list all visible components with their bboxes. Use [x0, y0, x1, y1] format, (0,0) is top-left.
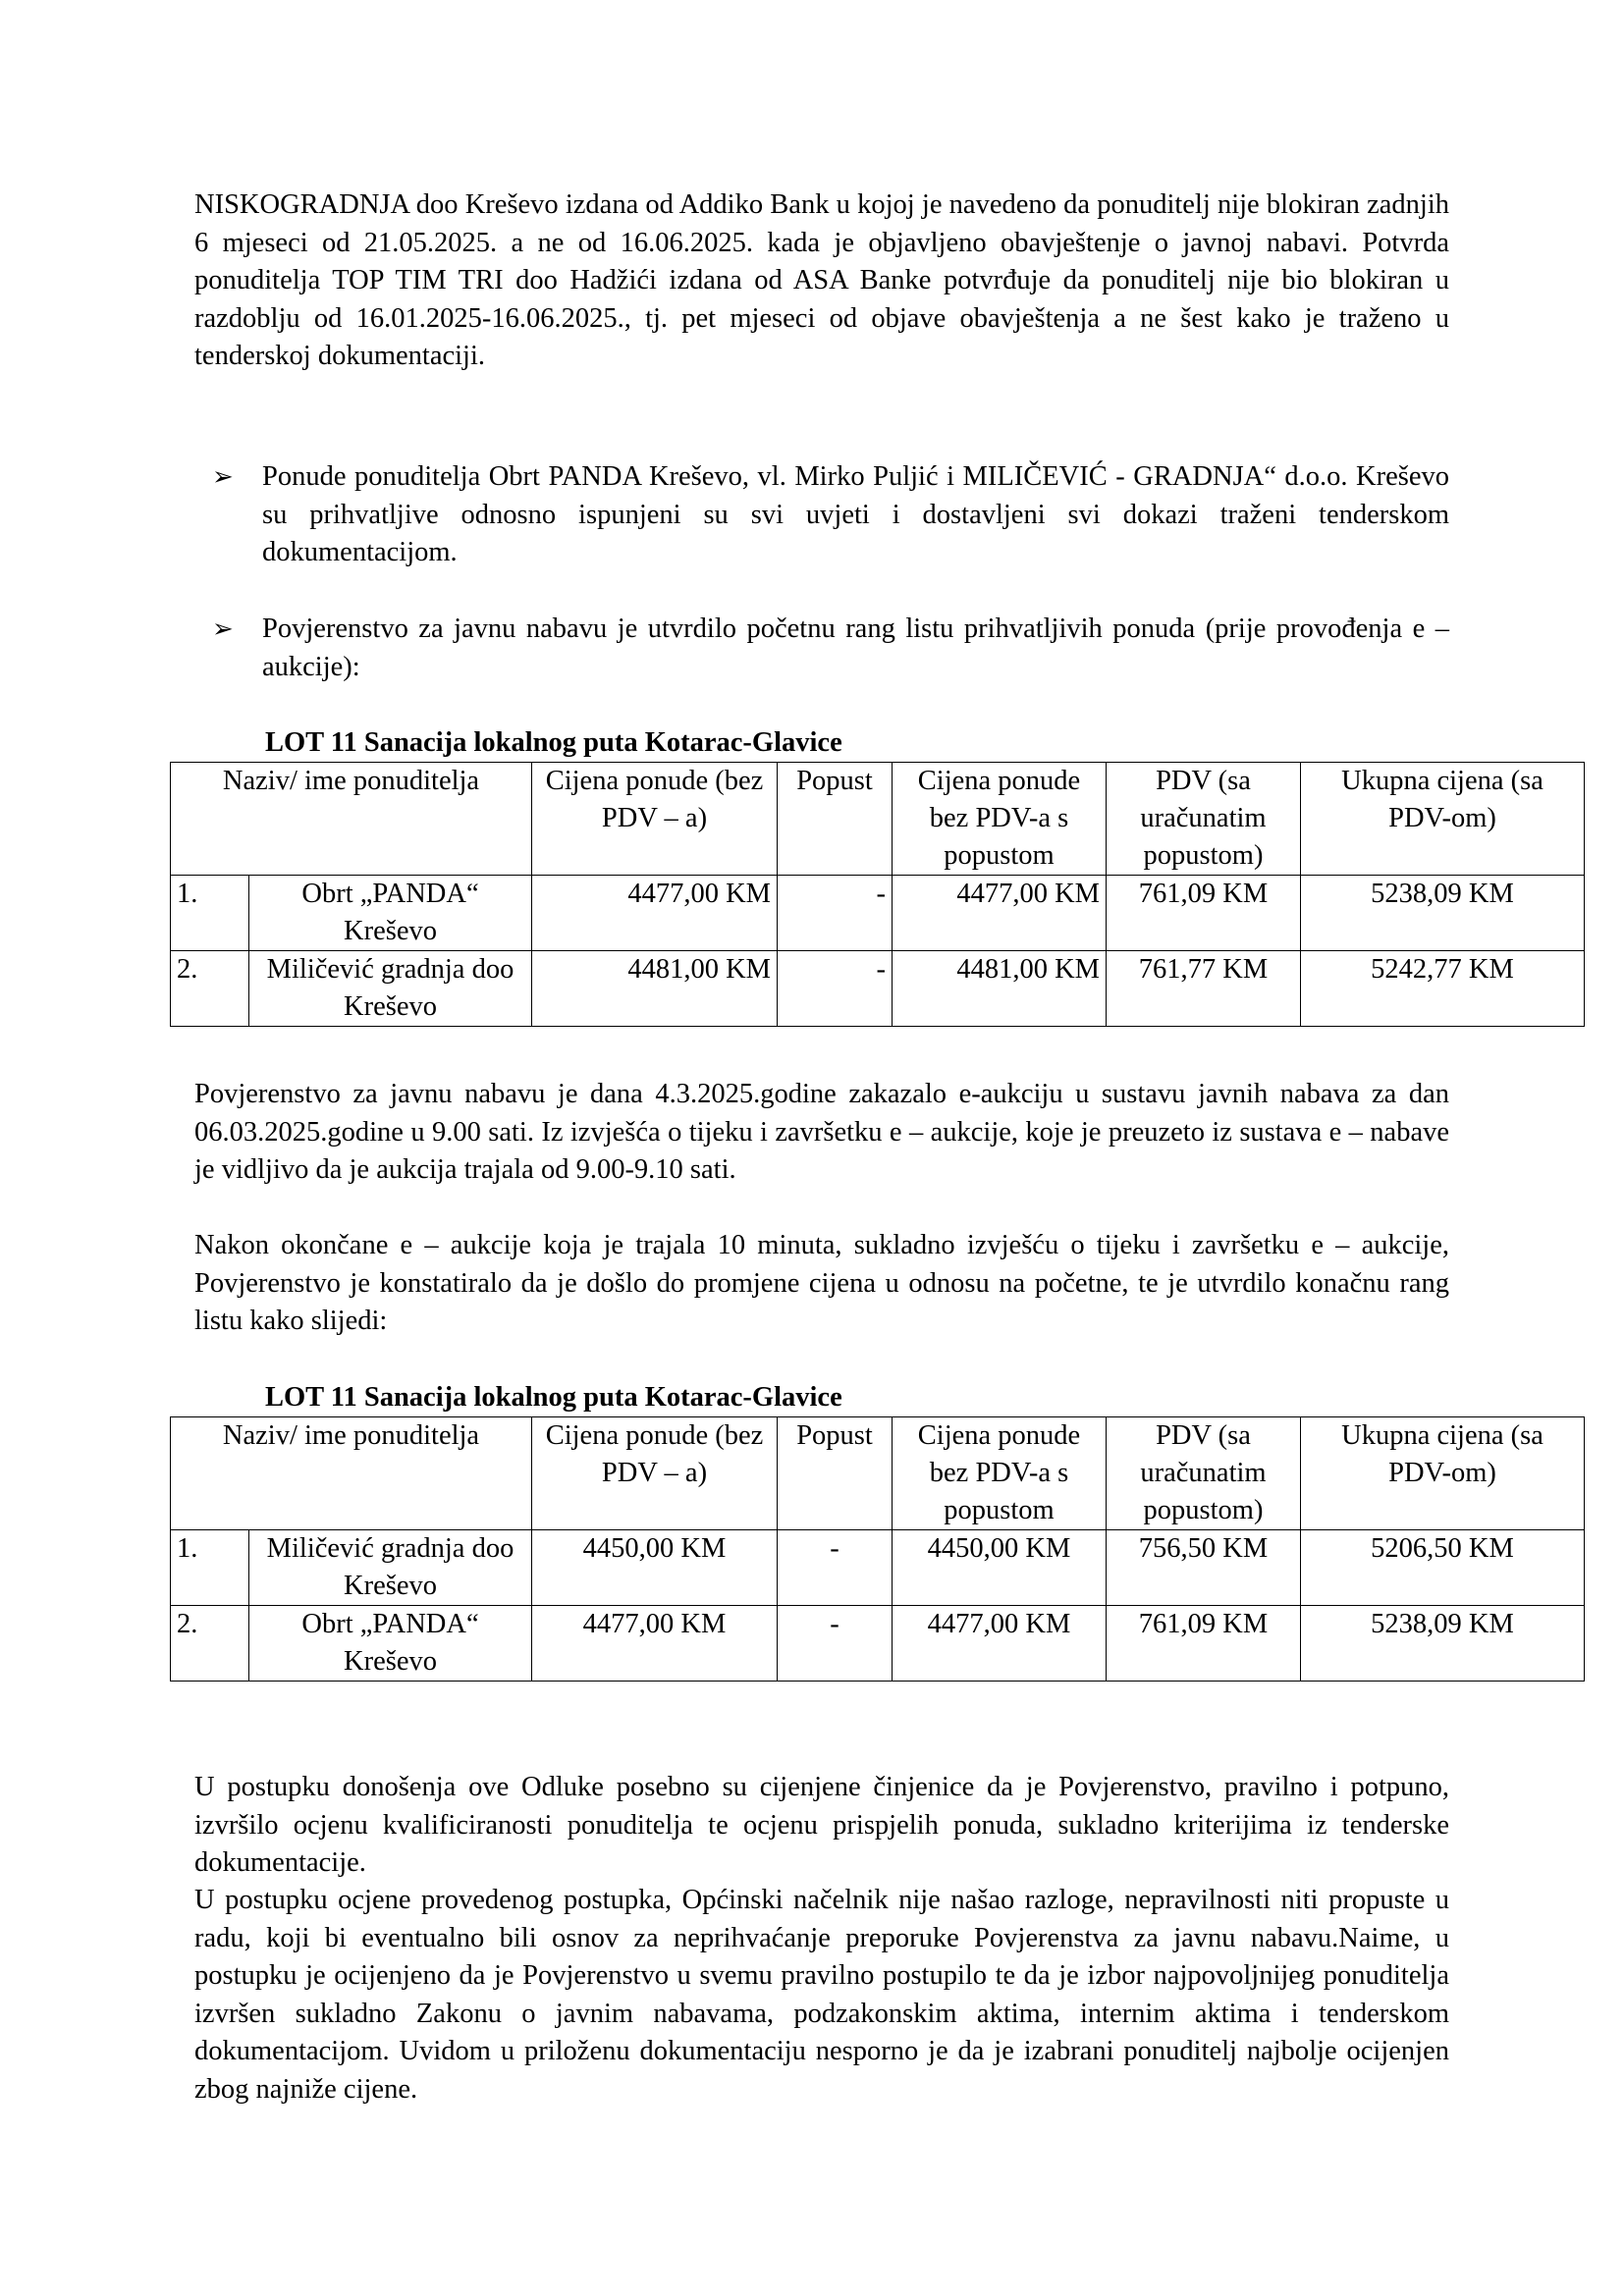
header-discount: Popust — [778, 1417, 893, 1530]
auction-paragraph: Povjerenstvo za javnu nabavu je dana 4.3.2025.godine zakazalo e-aukciju u sustavu javnih nabava za dan 06.03.2025.godine u 9.00 sati. Iz izvješća o tijeku i završetku e – aukcije, koje je preuzeto iz sustava e – nabave je vidljivo da je aukcija trajala od 9.00-9.10 sati. — [194, 1079, 1449, 1185]
row-discount: - — [778, 1606, 893, 1682]
row-bidder-name: Obrt „PANDA“ Kreševo — [249, 1606, 532, 1682]
final-ranking-paragraph: Nakon okončane e – aukcije koja je trajala 10 minuta, sukladno izvješću o tijeku i završetku e – aukcije, Povjerenstvo je konstatiralo da je došlo do promjene cijena u odnosu na početne, te je utvrdilo konačnu rang listu kako slijedi: — [194, 1230, 1449, 1336]
header-vat: PDV (sa uračunatim popustom) — [1107, 763, 1301, 876]
row-discounted-price: 4477,00 KM — [893, 876, 1107, 951]
header-total: Ukupna cijena (sa PDV-om) — [1301, 1417, 1585, 1530]
row-vat: 761,77 KM — [1107, 951, 1301, 1027]
row-discounted-price: 4477,00 KM — [893, 1606, 1107, 1682]
table-row — [171, 876, 1585, 951]
row-bidder-name: Obrt „PANDA“ Kreševo — [249, 876, 532, 951]
row-rank: 2. — [171, 951, 249, 1027]
table-header-row — [171, 763, 1585, 876]
row-discount: - — [778, 951, 893, 1027]
initial-ranking-table — [170, 762, 1585, 1027]
bullet-arrow-icon: ➢ — [212, 614, 234, 643]
bullet-acceptable-bids: Ponude ponuditelja Obrt PANDA Kreševo, vl. Mirko Puljić i MILIČEVIĆ - GRADNJA“ d.o.o. Kreševo su prihvatljive odnosno ispunjeni su svi uvjeti i dostavljeni svi dokazi traženi tenderskom dokumentacijom. — [262, 461, 1449, 567]
table-row — [171, 1530, 1585, 1606]
row-total: 5206,50 KM — [1301, 1530, 1585, 1606]
row-vat: 756,50 KM — [1107, 1530, 1301, 1606]
row-discounted-price: 4450,00 KM — [893, 1530, 1107, 1606]
row-total: 5242,77 KM — [1301, 951, 1585, 1027]
row-bidder-name: Miličević gradnja doo Kreševo — [249, 951, 532, 1027]
row-rank: 2. — [171, 1606, 249, 1682]
closing-paragraph-2: U postupku ocjene provedenog postupka, Općinski načelnik nije našao razloge, nepravilnosti niti propuste u radu, koji bi eventualno bili osnov za neprihvaćanje preporuke Povjerenstva za javnu nabavu.Naime, u postupku je ocijenjeno da je Povjerenstvo u svemu pravilno postupilo te da je izbor najpovoljnijeg ponuditelja izvršen sukladno Zakonu o javnim nabavama, podzakonskim aktima, internim aktima i tenderskom dokumentacijom. Uvidom u priloženu dokumentaciju nesporno je da je izabrani ponuditelj najbolje ocijenjen zbog najniže cijene. — [194, 1885, 1449, 2105]
header-total: Ukupna cijena (sa PDV-om) — [1301, 763, 1585, 876]
row-discounted-price: 4481,00 KM — [893, 951, 1107, 1027]
table2-title: LOT 11 Sanacija lokalnog puta Kotarac-Glavice — [265, 1382, 842, 1413]
intro-paragraph: NISKOGRADNJA doo Kreševo izdana od Addiko Bank u kojoj je navedeno da ponuditelj nije blokiran zadnjih 6 mjeseci od 21.05.2025. a ne od 16.06.2025. kada je objavljeno obavještenje o javnoj nabavi. Potvrda ponuditelja TOP TIM TRI doo Hadžići izdana od ASA Banke potvrđuje da ponuditelj nije bio blokiran u razdoblju od 16.01.2025-16.06.2025., tj. pet mjeseci od objave obavještenja a ne šest kako je traženo u tenderskoj dokumentaciji. — [194, 189, 1449, 371]
row-discount: - — [778, 1530, 893, 1606]
closing-paragraph-1: U postupku donošenja ove Odluke posebno su cijenjene činjenice da je Povjerenstvo, pravilno i potpuno, izvršilo ocjenu kvalificiranosti ponuditelja te ocjenu prispjelih ponuda, sukladno kriterijima iz tenderske dokumentacije. — [194, 1772, 1449, 1878]
table-row — [171, 951, 1585, 1027]
row-price: 4477,00 KM — [532, 876, 778, 951]
row-bidder-name: Miličević gradnja doo Kreševo — [249, 1530, 532, 1606]
table-header-row — [171, 1417, 1585, 1530]
header-discounted-price: Cijena ponude bez PDV-a s popustom — [893, 1417, 1107, 1530]
row-vat: 761,09 KM — [1107, 876, 1301, 951]
row-price: 4481,00 KM — [532, 951, 778, 1027]
header-vat: PDV (sa uračunatim popustom) — [1107, 1417, 1301, 1530]
row-total: 5238,09 KM — [1301, 1606, 1585, 1682]
table-row — [171, 1606, 1585, 1682]
row-rank: 1. — [171, 876, 249, 951]
row-total: 5238,09 KM — [1301, 876, 1585, 951]
table1-title: LOT 11 Sanacija lokalnog puta Kotarac-Glavice — [265, 727, 842, 758]
row-vat: 761,09 KM — [1107, 1606, 1301, 1682]
final-ranking-table — [170, 1416, 1585, 1682]
header-discounted-price: Cijena ponude bez PDV-a s popustom — [893, 763, 1107, 876]
bullet-initial-ranking: Povjerenstvo za javnu nabavu je utvrdilo početnu rang listu prihvatljivih ponuda (prije provođenja e – aukcije): — [262, 614, 1449, 682]
header-price: Cijena ponude (bez PDV – a) — [532, 763, 778, 876]
row-price: 4477,00 KM — [532, 1606, 778, 1682]
row-rank: 1. — [171, 1530, 249, 1606]
bullet-arrow-icon: ➢ — [212, 462, 234, 491]
row-discount: - — [778, 876, 893, 951]
row-price: 4450,00 KM — [532, 1530, 778, 1606]
header-bidder-name: Naziv/ ime ponuditelja — [171, 1417, 532, 1530]
header-discount: Popust — [778, 763, 893, 876]
header-bidder-name: Naziv/ ime ponuditelja — [171, 763, 532, 876]
header-price: Cijena ponude (bez PDV – a) — [532, 1417, 778, 1530]
